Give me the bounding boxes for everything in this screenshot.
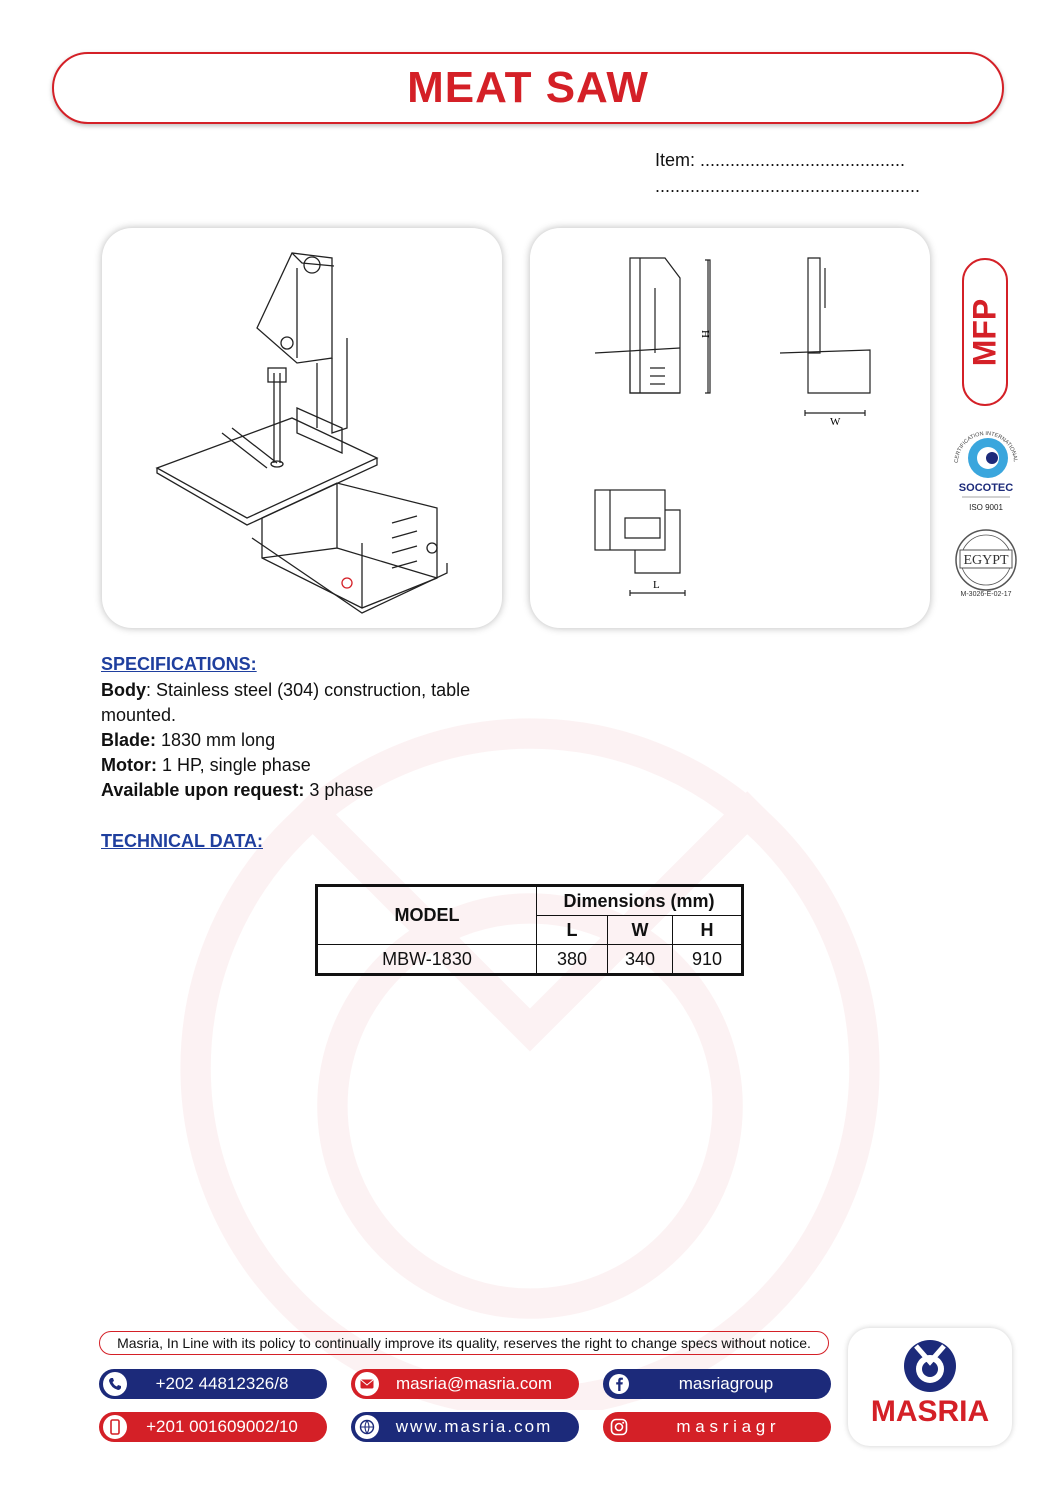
row-model: MBW-1830 [317,945,537,975]
instagram-icon [607,1415,631,1439]
spec-body-label: Body [101,680,146,700]
website-text: www.masria.com [395,1417,553,1436]
phone2-text: +201 001609002/10 [146,1417,298,1436]
email-icon [355,1372,379,1396]
socotec-label: SOCOTEC [958,482,1014,494]
masria-logo-text: MASRIA [870,1395,990,1428]
title-banner [52,52,1004,124]
technical-data-table [315,884,744,976]
iso-label: ISO 9001 [969,503,1003,512]
spec-motor-label: Motor: [101,755,157,775]
product-drawing-panel [102,228,502,628]
spec-request [101,778,521,803]
spec-blade-label: Blade: [101,730,157,750]
mfp-label: MFP [966,298,1003,366]
dimension-drawing-panel [530,228,930,628]
facebook-pill[interactable] [603,1369,831,1399]
website-pill[interactable] [351,1412,579,1442]
socotec-iso-badge [948,425,1024,517]
globe-icon [355,1415,379,1439]
masria-logo-mark [902,1338,958,1394]
dimension-label-l: L [653,579,660,591]
spec-motor-value: 1 HP, single phase [156,755,311,775]
row-w: 340 [608,945,673,975]
mobile-phone-icon [103,1415,127,1439]
spec-motor [101,753,521,778]
facebook-icon [607,1372,631,1396]
page-title: MEAT SAW [407,63,649,112]
spec-body-value: : Stainless steel (304) construction, table mounted. [101,680,471,725]
spec-body [101,678,521,728]
model-column-header: MODEL [317,886,537,945]
dimension-label-w: W [830,416,841,428]
row-l: 380 [537,945,608,975]
spec-blade [101,728,521,753]
meat-saw-isometric-drawing [102,228,502,628]
phone2-pill[interactable] [99,1412,327,1442]
column-w-header: W [608,916,673,945]
spec-blade-value: 1830 mm long [156,730,276,750]
column-h-header: H [673,916,743,945]
instagram-text: m a s r i a g r [676,1417,776,1436]
facebook-text: masriagroup [678,1374,774,1393]
row-h: 910 [673,945,743,975]
column-l-header: L [537,916,608,945]
email-text: masria@masria.com [395,1374,553,1393]
specifications-heading: SPECIFICATIONS: [101,654,257,674]
instagram-pill[interactable] [603,1412,831,1442]
phone1-text: +202 44812326/8 [155,1374,289,1393]
email-pill[interactable] [351,1369,579,1399]
egypt-code: M-3026-E-02-17 [960,591,1012,598]
disclaimer: Masria, In Line with its policy to continually improve its quality, reserves the right to change specs without notice. [99,1331,829,1355]
spec-request-label: Available upon request: [101,780,305,800]
phone-icon [103,1372,127,1396]
mfp-badge [962,258,1008,406]
socotec-arc-text: CERTIFICATION INTERNATIONAL [953,430,1019,464]
technical-data-heading: TECHNICAL DATA: [101,831,263,851]
dimension-label-h: H [699,330,711,338]
phone1-pill[interactable] [99,1369,327,1399]
item-field: Item: ......................................... [655,150,906,170]
item-field-line2: ..................................................... [655,176,921,196]
egypt-certification-badge [948,528,1024,600]
table-row [317,945,743,975]
meat-saw-dimension-drawings [530,228,930,628]
dimensions-header: Dimensions (mm) [537,886,743,916]
egypt-label: EGYPT [963,553,1009,568]
spec-request-value: 3 phase [304,780,374,800]
